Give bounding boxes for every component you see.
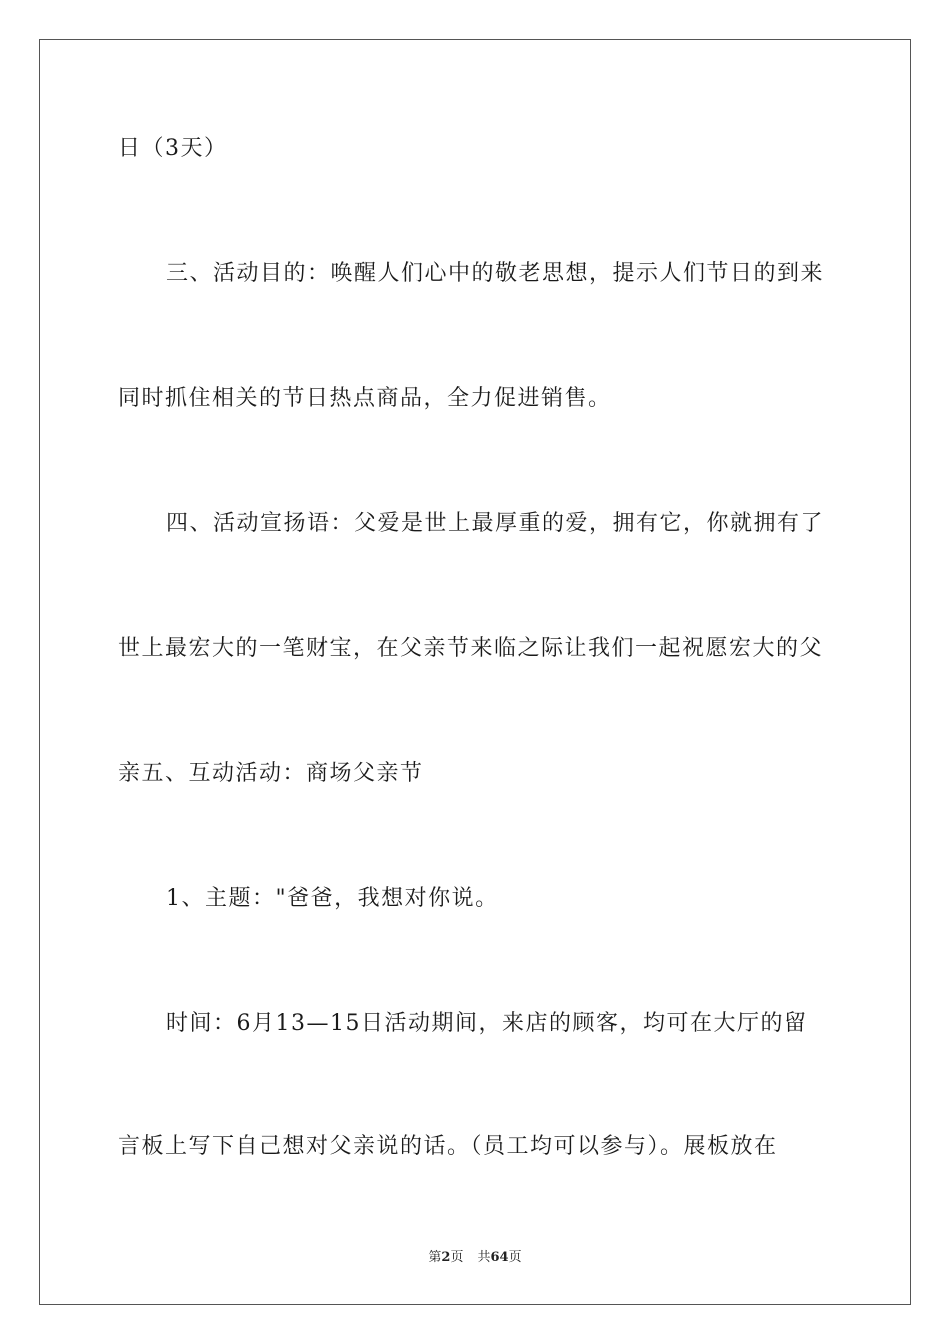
- text-line-5: 世上最宏大的一笔财宝，在父亲节来临之际让我们一起祝愿宏大的父: [118, 636, 824, 661]
- total-suffix: 页: [508, 1250, 522, 1265]
- text-line-4: 四、活动宣扬语：父爱是世上最厚重的爱，拥有它，你就拥有了: [166, 511, 825, 536]
- text-line-8: 时间：6月13—15日活动期间，来店的顾客，均可在大厅的留: [166, 1011, 808, 1036]
- page-prefix: 第: [428, 1250, 442, 1265]
- text-line-7: 1、主题："爸爸，我想对你说。: [166, 886, 499, 911]
- page-number: 2: [441, 1250, 451, 1265]
- page-footer: [0, 1249, 950, 1267]
- page-border: [39, 39, 911, 1305]
- page-suffix: 页: [450, 1250, 464, 1265]
- text-line-9: 言板上写下自己想对父亲说的话。（员工均可以参与）。展板放在: [118, 1134, 778, 1159]
- total-pages: 64: [490, 1250, 509, 1265]
- text-line-2: 三、活动目的：唤醒人们心中的敬老思想，提示人们节日的到来: [166, 261, 825, 286]
- text-line-6: 亲五、互动活动：商场父亲节: [118, 761, 424, 786]
- total-prefix: 共: [477, 1250, 491, 1265]
- text-line-1: 日（3天）: [118, 136, 228, 161]
- text-line-3: 同时抓住相关的节日热点商品，全力促进销售。: [118, 386, 612, 411]
